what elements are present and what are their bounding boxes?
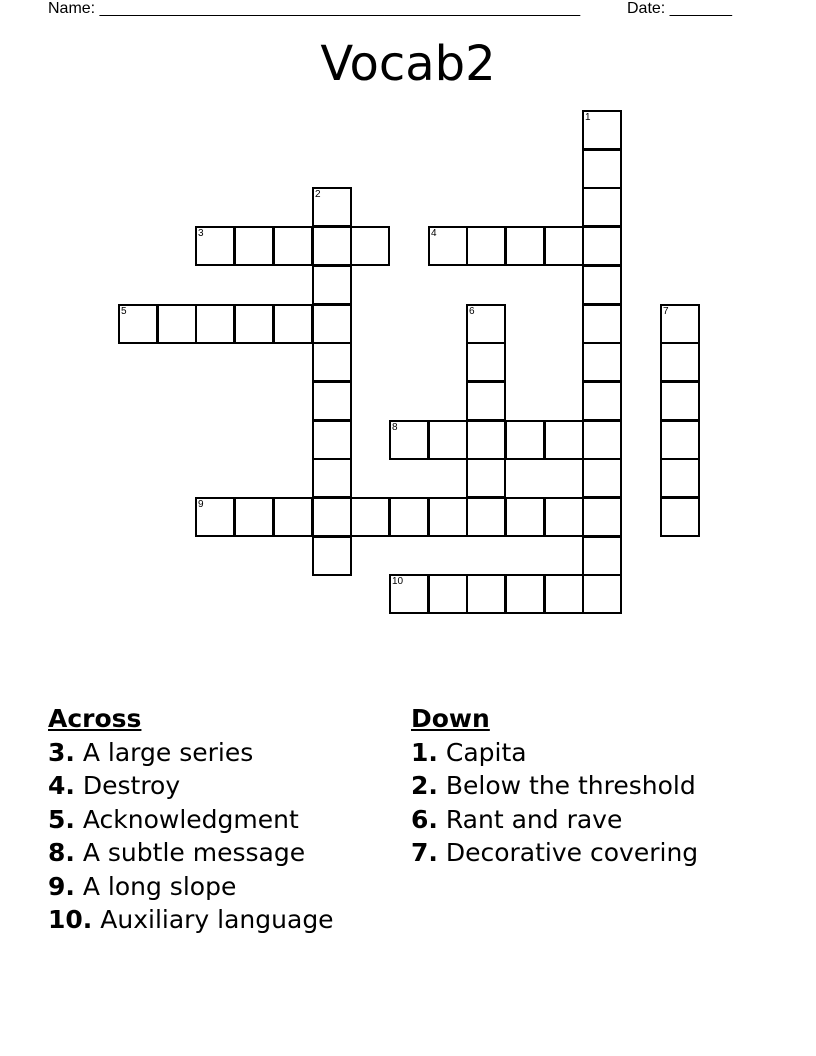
clue-number: 2. xyxy=(411,771,438,800)
grid-cell[interactable] xyxy=(466,574,506,614)
clue-text: Capita xyxy=(445,737,527,767)
grid-cell[interactable] xyxy=(544,226,584,266)
grid-cell[interactable] xyxy=(389,420,429,460)
grid-cell[interactable] xyxy=(312,342,352,382)
grid-cell[interactable] xyxy=(466,420,506,460)
grid-cell[interactable] xyxy=(660,497,700,537)
cell-number: 3 xyxy=(198,228,204,239)
clue-text: Destroy xyxy=(82,771,181,800)
grid-cell[interactable] xyxy=(234,226,274,266)
grid-cell[interactable] xyxy=(544,574,584,614)
cell-number: 9 xyxy=(198,499,204,510)
grid-cell[interactable] xyxy=(544,420,584,460)
grid-cell[interactable] xyxy=(505,574,545,614)
cell-number: 5 xyxy=(121,306,127,317)
grid-cell[interactable] xyxy=(312,265,352,305)
clue-text: Below the threshold xyxy=(445,771,696,800)
grid-cell[interactable] xyxy=(350,226,390,266)
name-field: Name: ______________________________________________________ xyxy=(48,0,581,17)
grid-cell[interactable] xyxy=(312,187,352,227)
grid-cell[interactable] xyxy=(428,497,468,537)
clue-text: A long slope xyxy=(82,871,237,901)
clue-text: Decorative covering xyxy=(445,838,699,867)
grid-cell[interactable] xyxy=(195,304,235,344)
grid-cell[interactable] xyxy=(389,574,429,614)
across-clue xyxy=(48,803,334,837)
grid-cell[interactable] xyxy=(118,304,158,344)
grid-cell[interactable] xyxy=(234,497,274,537)
down-clues xyxy=(411,702,698,870)
clue-number: 6. xyxy=(411,804,438,834)
grid-cell[interactable] xyxy=(466,304,506,344)
across-clue xyxy=(48,870,334,904)
grid-cell[interactable] xyxy=(505,497,545,537)
clue-number: 9. xyxy=(48,871,75,901)
grid-cell[interactable] xyxy=(660,458,700,498)
grid-cell[interactable] xyxy=(505,226,545,266)
grid-cell[interactable] xyxy=(466,458,506,498)
across-clue xyxy=(48,769,334,803)
clue-text: A subtle message xyxy=(82,838,306,867)
grid-cell[interactable] xyxy=(312,381,352,421)
clue-number: 7. xyxy=(411,838,438,867)
across-clue xyxy=(48,903,334,937)
grid-cell[interactable] xyxy=(312,226,352,266)
grid-cell[interactable] xyxy=(273,304,313,344)
down-clue xyxy=(411,836,698,870)
clue-number: 1. xyxy=(411,737,438,767)
grid-cell[interactable] xyxy=(273,497,313,537)
grid-cell[interactable] xyxy=(582,342,622,382)
clue-text: Rant and rave xyxy=(445,804,623,834)
clue-text: Acknowledgment xyxy=(82,804,299,834)
page-title: Vocab2 xyxy=(320,36,496,92)
grid-cell[interactable] xyxy=(312,420,352,460)
grid-cell[interactable] xyxy=(544,497,584,537)
grid-cell[interactable] xyxy=(195,497,235,537)
grid-cell[interactable] xyxy=(660,342,700,382)
grid-cell[interactable] xyxy=(428,574,468,614)
grid-cell[interactable] xyxy=(428,420,468,460)
grid-cell[interactable] xyxy=(505,420,545,460)
clue-text: Auxiliary language xyxy=(100,905,334,934)
grid-cell[interactable] xyxy=(312,458,352,498)
grid-cell[interactable] xyxy=(312,497,352,537)
grid-cell[interactable] xyxy=(466,226,506,266)
down-clue xyxy=(411,803,698,837)
clue-number: 3. xyxy=(48,737,75,767)
grid-cell[interactable] xyxy=(234,304,274,344)
grid-cell[interactable] xyxy=(582,226,622,266)
cell-number: 1 xyxy=(585,112,591,123)
grid-cell[interactable] xyxy=(273,226,313,266)
grid-cell[interactable] xyxy=(582,304,622,344)
across-clue xyxy=(48,836,334,870)
grid-cell[interactable] xyxy=(428,226,468,266)
grid-cell[interactable] xyxy=(157,304,197,344)
grid-cell[interactable] xyxy=(660,304,700,344)
grid-cell[interactable] xyxy=(195,226,235,266)
cell-number: 10 xyxy=(392,576,404,587)
grid-cell[interactable] xyxy=(312,304,352,344)
across-clues xyxy=(48,702,334,937)
down-heading: Down xyxy=(411,704,490,733)
clue-number: 10. xyxy=(48,905,93,934)
cell-number: 7 xyxy=(663,306,669,317)
across-heading: Across xyxy=(48,704,142,733)
down-clue xyxy=(411,736,698,770)
grid-cell[interactable] xyxy=(582,536,622,576)
clue-number: 4. xyxy=(48,771,75,800)
clue-text: A large series xyxy=(82,737,254,767)
cell-number: 2 xyxy=(315,189,321,200)
grid-cell[interactable] xyxy=(389,497,429,537)
grid-cell[interactable] xyxy=(582,110,622,150)
across-clue xyxy=(48,736,334,770)
grid-cell[interactable] xyxy=(660,381,700,421)
grid-cell[interactable] xyxy=(660,420,700,460)
cell-number: 4 xyxy=(431,228,437,239)
grid-cell[interactable] xyxy=(582,265,622,305)
grid-cell[interactable] xyxy=(582,420,622,460)
down-clue xyxy=(411,769,698,803)
grid-cell[interactable] xyxy=(582,497,622,537)
grid-cell[interactable] xyxy=(350,497,390,537)
clue-number: 5. xyxy=(48,804,75,834)
grid-cell[interactable] xyxy=(582,381,622,421)
grid-cell[interactable] xyxy=(466,497,506,537)
date-field: Date: _______ xyxy=(627,0,732,17)
grid-cell[interactable] xyxy=(466,381,506,421)
grid-cell[interactable] xyxy=(582,187,622,227)
grid-cell[interactable] xyxy=(466,342,506,382)
cell-number: 6 xyxy=(469,306,475,317)
grid-cell[interactable] xyxy=(582,149,622,189)
cell-number: 8 xyxy=(392,422,398,433)
grid-cell[interactable] xyxy=(582,458,622,498)
grid-cell[interactable] xyxy=(582,574,622,614)
grid-cell[interactable] xyxy=(312,536,352,576)
clue-number: 8. xyxy=(48,838,75,867)
